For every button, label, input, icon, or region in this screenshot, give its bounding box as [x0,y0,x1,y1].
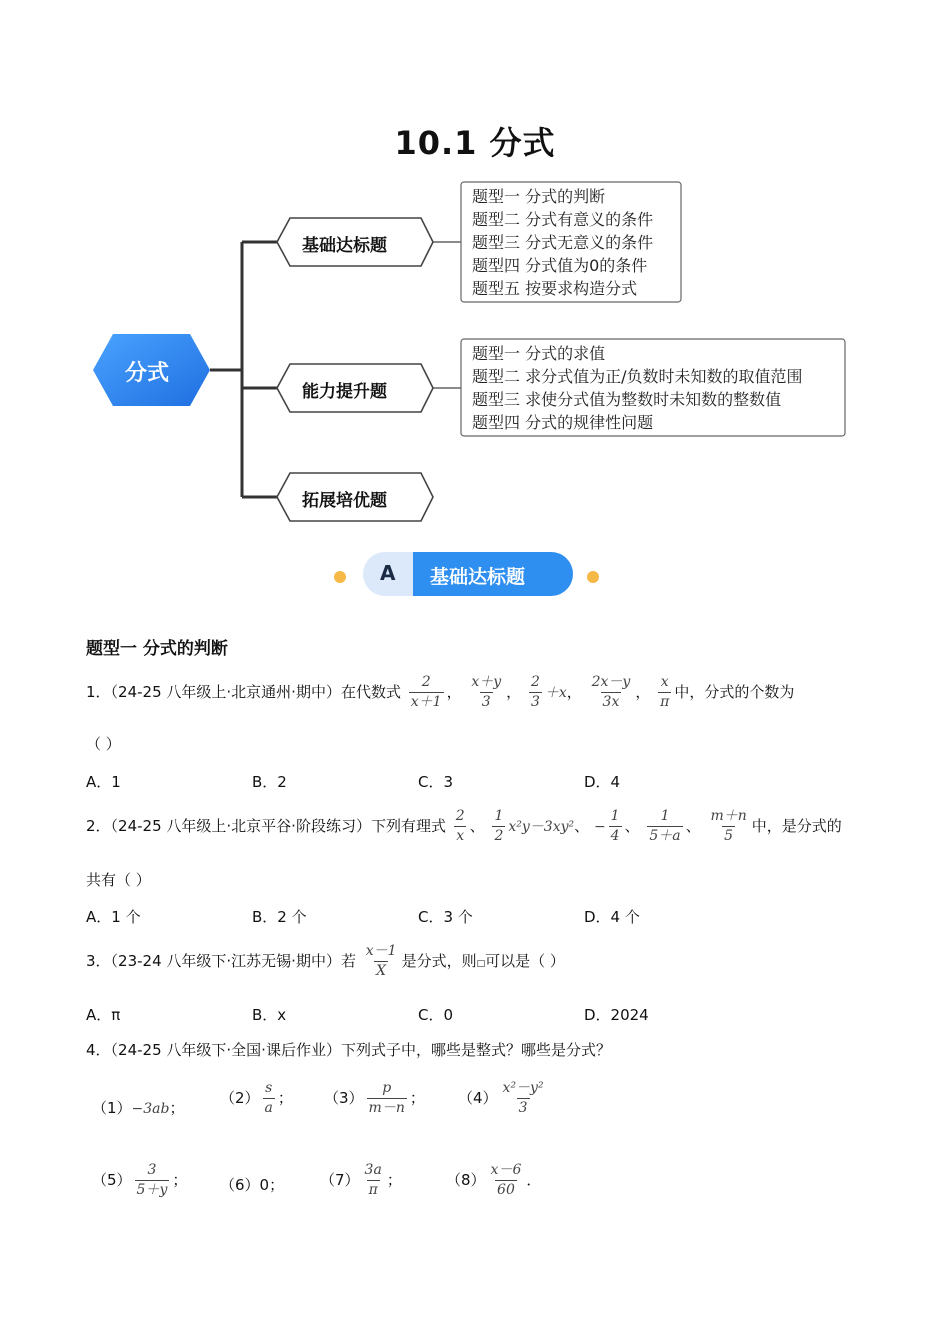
q4-item-4: （4） $\frac{\text{x²－y²}}{3}$ [458,1080,544,1116]
q4-item-6: （6）0； [220,1176,285,1194]
leaf-item: 题型五 按要求构造分式 [472,279,638,298]
banner-letter: A [380,561,396,585]
branch-label-advanced: 能力提升题 [302,382,387,402]
question-1-blank: （ ） [86,735,121,753]
question-1-stem: 1．（24-25 八年级上·北京通州·期中）在代数式 $\frac{2}{x+1}$ ， $\frac{x+y}{3}$ ， $\frac{2}{3}$ ＋x， $\frac{2x-y}{3x}$ ， $\frac{x}{\pi}$ 中，分式的个数为 [86,674,795,710]
q4-item-7: （7） $\frac{3a}{\pi}$ ； [320,1162,402,1198]
q4-item-3: （3） $\frac{p}{m-n}$ ； [324,1080,425,1116]
q3-option-a: A．π [86,1006,121,1024]
q4-item-2: （2） $\frac{s}{a}$ ； [220,1080,293,1116]
leaf-item: 题型一 分式的求值 [472,344,606,363]
leaf-item: 题型一 分式的判断 [472,187,606,206]
banner-dot-left [334,571,346,583]
branch-label-extension: 拓展培优题 [302,491,387,511]
q4-item-8: （8） $\frac{x-6}{60}$ ． [446,1162,542,1198]
banner-title: 基础达标题 [430,566,526,588]
q3-option-d: D．2024 [584,1006,649,1024]
q3-option-b: B．x [252,1006,287,1024]
q4-item-5: （5） $\frac{3}{5+y}$ ； [92,1162,188,1198]
leaf-item: 题型三 求使分式值为整数时未知数的整数值 [472,390,782,409]
q1-option-b: B．2 [252,773,287,791]
leaf-item: 题型四 分式的规律性问题 [472,413,654,432]
section-heading: 题型一 分式的判断 [86,639,228,659]
connector-lines [210,242,277,497]
question-2-line2: 共有（ ） [86,871,151,889]
q2-option-d: D．4 个 [584,908,640,926]
question-3-stem: 3．（23-24 八年级下·江苏无锡·期中）若 $\frac{x-1}{X}$ 是分式，则□可以是（ ） [86,943,565,979]
branch-label-basic: 基础达标题 [302,236,387,256]
q1-option-a: A．1 [86,773,121,791]
leaf-item: 题型二 分式有意义的条件 [472,210,654,229]
q3-option-c: C．0 [418,1006,454,1024]
q2-option-b: B．2 个 [252,908,307,926]
question-2-stem: 2．（24-25 八年级上·北京平谷·阶段练习）下列有理式 $\frac{2}{x}$ 、 $\frac{1}{2}$ x²y－3xy²、 − $\frac{1}{4}$ 、 $\frac{1}{5+a}$ 、 $\frac{m+n}{5}$ 中，是分式的 [86,808,842,844]
leaf-item: 题型二 求分式值为正/负数时未知数的取值范围 [472,367,803,386]
q2-option-c: C．3 个 [418,908,473,926]
banner-dot-right [587,571,599,583]
q1-option-d: D．4 [584,773,621,791]
root-node-label: 分式 [125,361,170,386]
q1-option-c: C．3 [418,773,454,791]
leaf-item: 题型三 分式无意义的条件 [472,233,654,252]
question-4-stem: 4．（24-25 八年级下·全国·课后作业）下列式子中，哪些是整式？哪些是分式？ [86,1041,611,1059]
leaf-item: 题型四 分式值为0的条件 [472,256,648,275]
page-title: 10.1 分式 [394,124,556,162]
q4-item-1: （1）−3ab； [92,1099,185,1117]
q2-option-a: A．1 个 [86,908,141,926]
